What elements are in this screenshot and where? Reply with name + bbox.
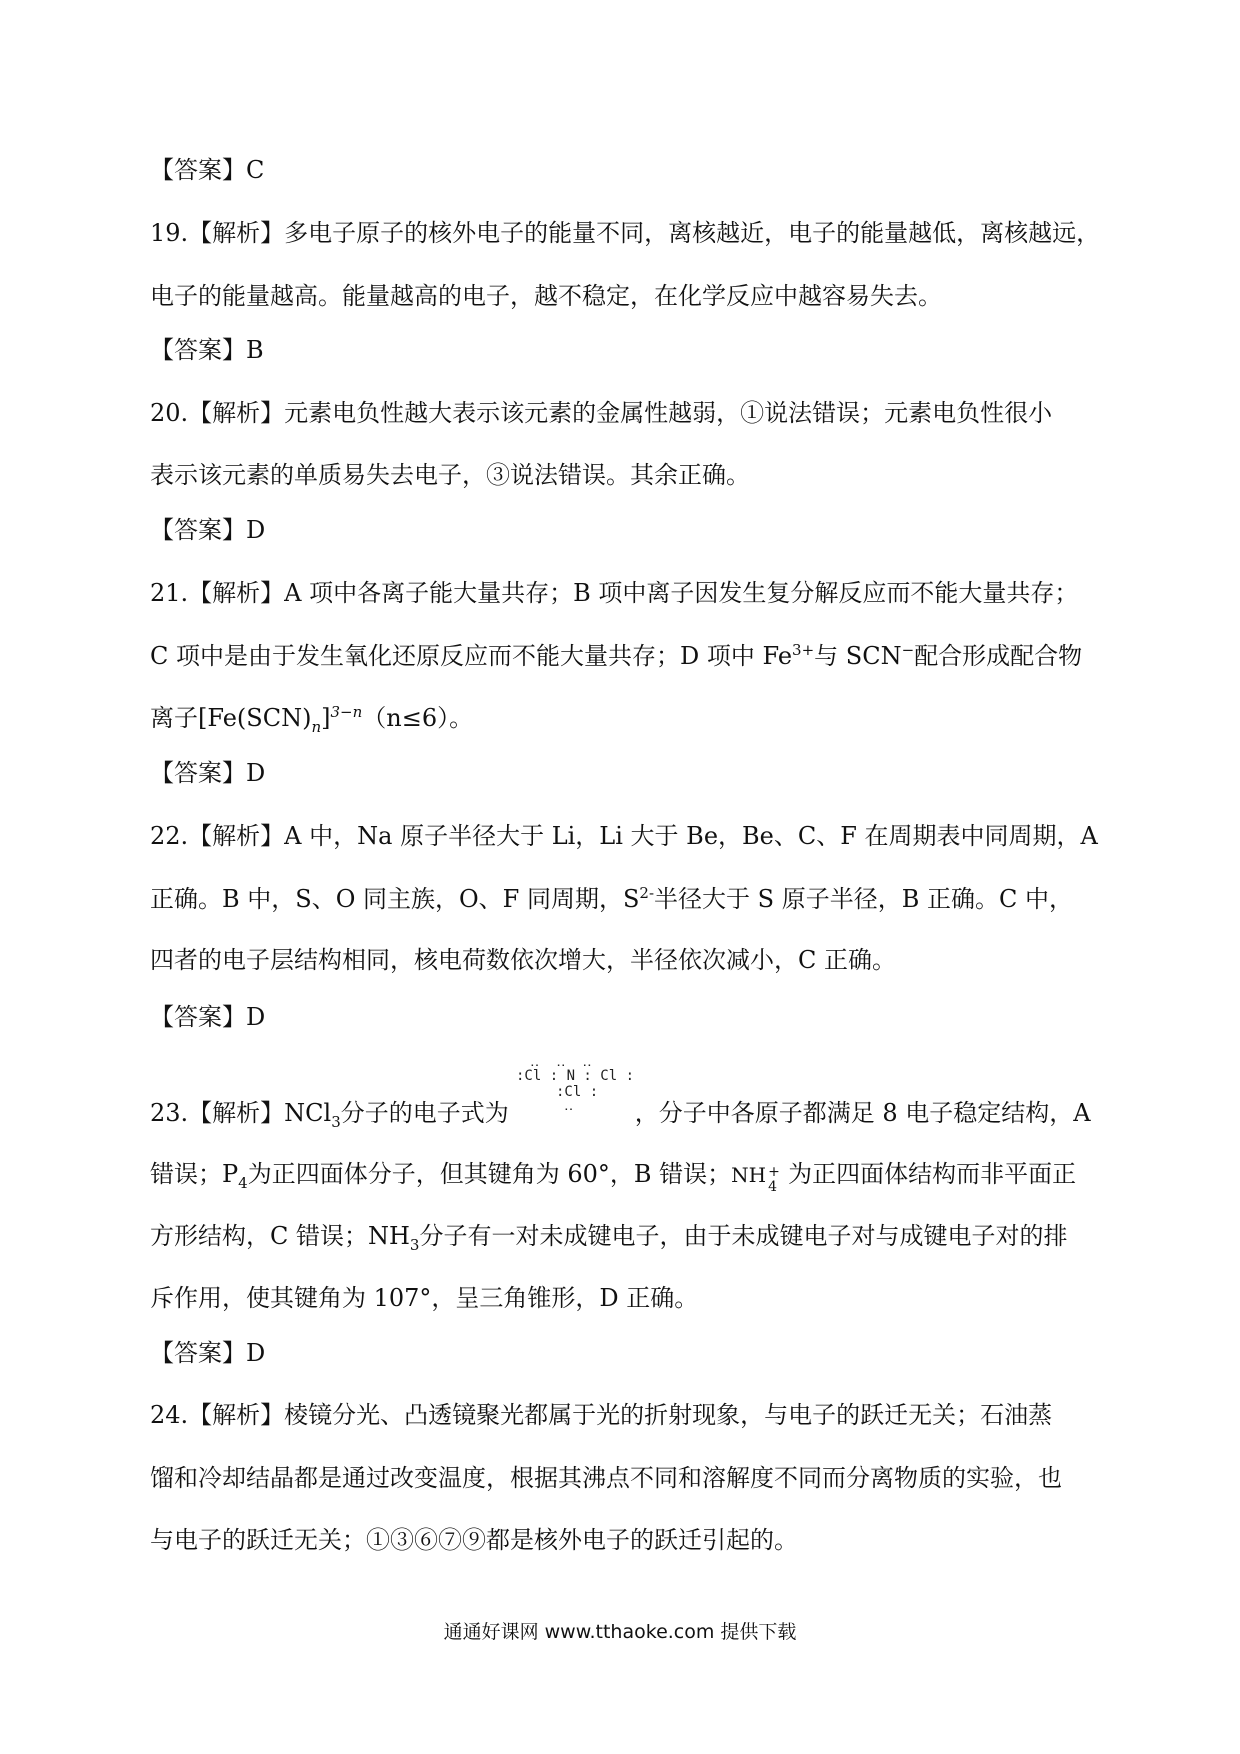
q21-formula-a: 离子[Fe(SCN) xyxy=(150,704,312,732)
scn-charge: − xyxy=(901,641,915,659)
q21-formula-b: ] xyxy=(321,704,331,732)
q23-text-a: 23.【解析】NCl xyxy=(150,1099,332,1127)
q23-text-f: 为正四面体结构而非平面正 xyxy=(788,1160,1077,1188)
nh4-subscript: 4 xyxy=(768,1179,778,1195)
q19-explanation-line1: 19.【解析】多电子原子的核外电子的能量不同，离核越近，电子的能量越低，离核越远， xyxy=(150,219,1101,247)
q23-explanation-line3 xyxy=(150,1220,1067,1252)
answer-18: 【答案】C xyxy=(150,156,265,184)
q24-explanation-line3: 与电子的跃迁无关；①③⑥⑦⑨都是核外电子的跃迁引起的。 xyxy=(150,1526,798,1554)
q23-text-h: 分子有一对未成键电子，由于未成键电子对与成键电子对的排 xyxy=(419,1222,1068,1250)
q23-text-g: 方形结构，C 错误；NH xyxy=(150,1222,410,1250)
lewis-row1: :Cl : N : Cl : xyxy=(516,1068,635,1084)
q21-explanation-line2 xyxy=(150,640,1082,672)
q22-explanation-line1: 22.【解析】A 中，Na 原子半径大于 Li，Li 大于 Be，Be、C、F 在周期表中同周期，A xyxy=(150,822,1098,850)
answer-22: 【答案】D xyxy=(150,1003,266,1031)
fe-charge: 3+ xyxy=(792,641,815,659)
q22-text-b: 半径大于 S 原子半径，B 正确。C 中， xyxy=(654,885,1074,913)
q21-formula-c: （n≤6）。 xyxy=(362,704,474,732)
q23-text-c: ，分子中各原子都满足 8 电子稳定结构，A xyxy=(634,1099,1091,1127)
q23-explanation-line1 xyxy=(150,1097,1091,1129)
q24-explanation-line1: 24.【解析】棱镜分光、凸透镜聚光都属于光的折射现象，与电子的跃迁无关；石油蒸 xyxy=(150,1401,1053,1429)
q22-explanation-line3: 四者的电子层结构相同，核电荷数依次增大，半径依次减小，C 正确。 xyxy=(150,946,896,974)
q24-explanation-line2: 馏和冷却结晶都是通过改变温度，根据其沸点不同和溶解度不同而分离物质的实验，也 xyxy=(150,1464,1062,1492)
nh3-sub: 3 xyxy=(409,1235,420,1254)
q21-text-c: 配合形成配合物 xyxy=(914,642,1083,670)
lewis-dots-top: ‥ ‥ ‥ xyxy=(530,1054,592,1070)
q20-explanation-line2: 表示该元素的单质易失去电子，③说法错误。其余正确。 xyxy=(150,461,750,489)
ncl3-electron-formula xyxy=(516,1054,635,1124)
lewis-dots-bottom: ‥ xyxy=(564,1098,574,1114)
answer-20: 【答案】D xyxy=(150,516,266,544)
nh4-charge: + xyxy=(768,1164,780,1180)
s-charge: 2- xyxy=(639,884,655,902)
answer-23: 【答案】D xyxy=(150,1339,266,1367)
nh4-stack xyxy=(766,1158,788,1195)
page-footer: 通通好课网 www.tthaoke.com 提供下载 xyxy=(443,1621,797,1643)
q21-explanation-line1: 21.【解析】A 项中各离子能大量共存；B 项中离子因发生复分解反应而不能大量共存； xyxy=(150,579,1079,607)
q23-text-d: 错误；P xyxy=(150,1160,239,1188)
nh4-ion: NH xyxy=(731,1163,767,1187)
q22-explanation-line2 xyxy=(150,883,1073,915)
q21-text-a: C 项中是由于发生氧化还原反应而不能大量共存；D 项中 Fe xyxy=(150,642,793,670)
answer-21: 【答案】D xyxy=(150,759,266,787)
q21-text-b: 与 SCN xyxy=(814,642,902,670)
q23-text-e: 为正四面体分子，但其键角为 60°，B 错误； xyxy=(247,1160,732,1188)
q23-explanation-line2 xyxy=(150,1158,1077,1195)
q22-text-a: 正确。B 中，S、O 同主族，O、F 同周期，S xyxy=(150,885,640,913)
p4-sub: 4 xyxy=(238,1173,248,1192)
q21-explanation-line3 xyxy=(150,702,473,734)
q21-formula-sub: n xyxy=(311,717,322,736)
lewis-center-cl: :Cl : xyxy=(556,1084,599,1100)
q23-explanation-line4: 斥作用，使其键角为 107°，呈三角锥形，D 正确。 xyxy=(150,1284,699,1312)
q20-explanation-line1: 20.【解析】元素电负性越大表示该元素的金属性越弱，①说法错误；元素电负性很小 xyxy=(150,399,1053,427)
q23-text-b: 分子的电子式为 xyxy=(340,1099,509,1127)
q19-explanation-line2: 电子的能量越高。能量越高的电子，越不稳定，在化学反应中越容易失去。 xyxy=(150,282,942,310)
q21-formula-sup: 3−n xyxy=(330,703,363,721)
answer-19: 【答案】B xyxy=(150,336,264,364)
ncl3-sub: 3 xyxy=(331,1112,341,1131)
